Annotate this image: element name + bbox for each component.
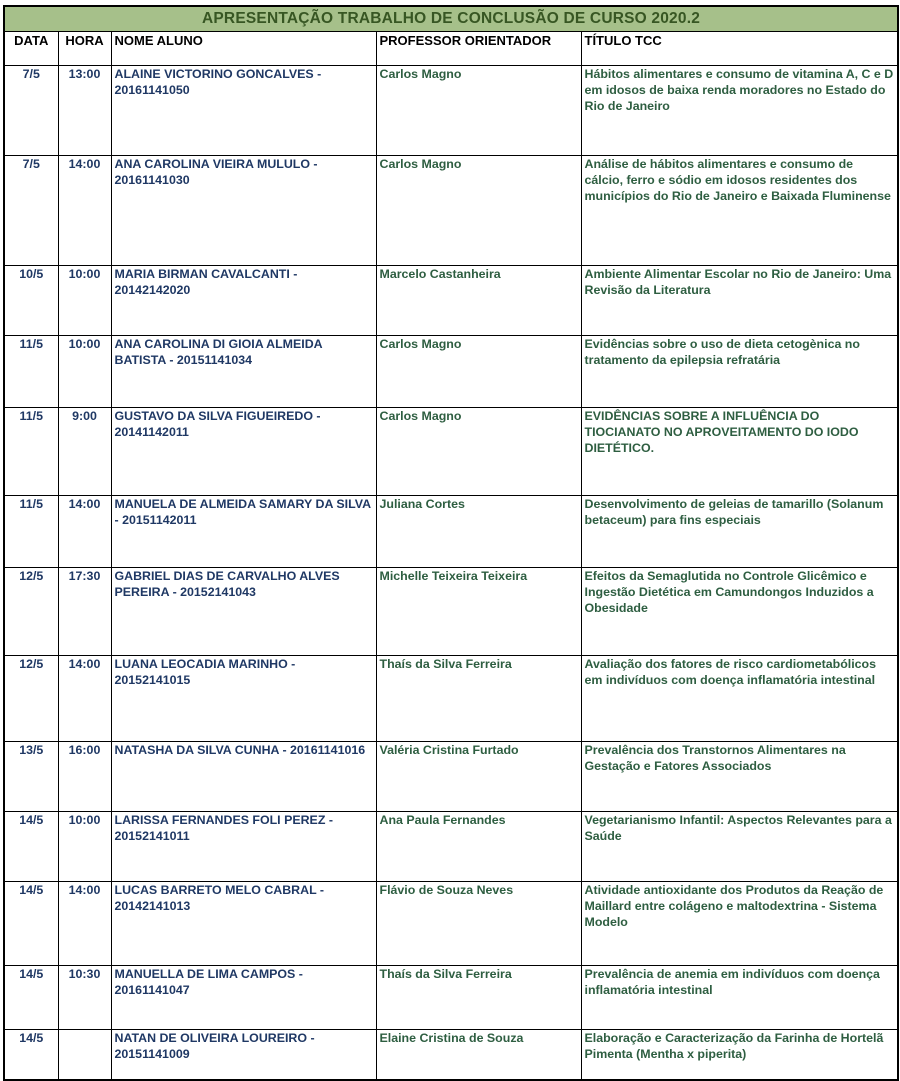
cell-professor-orientador: Thaís da Silva Ferreira — [376, 656, 581, 742]
cell-hora — [58, 1030, 111, 1080]
cell-professor-orientador: Carlos Magno — [376, 408, 581, 496]
cell-professor-orientador: Carlos Magno — [376, 336, 581, 408]
cell-nome-aluno: MANUELA DE ALMEIDA SAMARY DA SILVA - 20151142011 — [111, 496, 376, 568]
cell-data: 7/5 — [4, 66, 58, 156]
cell-nome-aluno: ANA CAROLINA DI GIOIA ALMEIDA BATISTA - 20151141034 — [111, 336, 376, 408]
cell-titulo-tcc: Análise de hábitos alimentares e consumo de cálcio, ferro e sódio em idosos residentes dos municípios do Rio de Janeiro e Baixada Fluminense — [581, 156, 898, 266]
cell-titulo-tcc: Atividade antioxidante dos Produtos da Reação de Maillard entre colágeno e maltodextrina - Sistema Modelo — [581, 882, 898, 966]
table-row — [4, 966, 898, 1030]
cell-data: 14/5 — [4, 1030, 58, 1080]
table-row — [4, 656, 898, 742]
cell-data: 11/5 — [4, 336, 58, 408]
cell-data: 11/5 — [4, 408, 58, 496]
column-header-nome: NOME ALUNO — [111, 32, 376, 66]
column-header-hora: HORA — [58, 32, 111, 66]
table-row — [4, 156, 898, 266]
cell-professor-orientador: Michelle Teixeira Teixeira — [376, 568, 581, 656]
cell-nome-aluno: GABRIEL DIAS DE CARVALHO ALVES PEREIRA - 20152141043 — [111, 568, 376, 656]
cell-titulo-tcc: Elaboração e Caracterização da Farinha de Hortelã Pimenta (Mentha x piperita) — [581, 1030, 898, 1080]
cell-nome-aluno: GUSTAVO DA SILVA FIGUEIREDO - 20141142011 — [111, 408, 376, 496]
table-row — [4, 496, 898, 568]
cell-data: 13/5 — [4, 742, 58, 812]
cell-professor-orientador: Carlos Magno — [376, 66, 581, 156]
table-row — [4, 66, 898, 156]
cell-data: 7/5 — [4, 156, 58, 266]
cell-nome-aluno: MARIA BIRMAN CAVALCANTI - 20142142020 — [111, 266, 376, 336]
cell-hora: 14:00 — [58, 496, 111, 568]
cell-data: 11/5 — [4, 496, 58, 568]
cell-data: 14/5 — [4, 812, 58, 882]
cell-titulo-tcc: Ambiente Alimentar Escolar no Rio de Janeiro: Uma Revisão da Literatura — [581, 266, 898, 336]
cell-nome-aluno: ALAINE VICTORINO GONCALVES - 20161141050 — [111, 66, 376, 156]
cell-hora: 10:30 — [58, 966, 111, 1030]
table-row — [4, 568, 898, 656]
cell-titulo-tcc: Desenvolvimento de geleias de tamarillo (Solanum betaceum) para fins especiais — [581, 496, 898, 568]
cell-nome-aluno: NATAN DE OLIVEIRA LOUREIRO - 20151141009 — [111, 1030, 376, 1080]
cell-hora: 10:00 — [58, 266, 111, 336]
cell-titulo-tcc: Evidências sobre o uso de dieta cetogènica no tratamento da epilepsia refratária — [581, 336, 898, 408]
cell-nome-aluno: MANUELLA DE LIMA CAMPOS - 20161141047 — [111, 966, 376, 1030]
cell-hora: 9:00 — [58, 408, 111, 496]
table-row — [4, 336, 898, 408]
table-row — [4, 882, 898, 966]
table-row — [4, 408, 898, 496]
cell-hora: 14:00 — [58, 656, 111, 742]
document-title: APRESENTAÇÃO TRABALHO DE CONCLUSÃO DE CURSO 2020.2 — [4, 6, 898, 32]
cell-professor-orientador: Valéria Cristina Furtado — [376, 742, 581, 812]
header-row — [4, 32, 898, 66]
cell-hora: 16:00 — [58, 742, 111, 812]
cell-hora: 10:00 — [58, 812, 111, 882]
cell-professor-orientador: Marcelo Castanheira — [376, 266, 581, 336]
cell-titulo-tcc: Prevalência dos Transtornos Alimentares na Gestação e Fatores Associados — [581, 742, 898, 812]
column-header-data: DATA — [4, 32, 58, 66]
cell-nome-aluno: LARISSA FERNANDES FOLI PEREZ - 20152141011 — [111, 812, 376, 882]
table-body — [4, 66, 898, 1080]
column-header-titulo: TÍTULO TCC — [581, 32, 898, 66]
cell-professor-orientador: Thaís da Silva Ferreira — [376, 966, 581, 1030]
cell-nome-aluno: LUANA LEOCADIA MARINHO - 20152141015 — [111, 656, 376, 742]
cell-hora: 14:00 — [58, 156, 111, 266]
cell-nome-aluno: LUCAS BARRETO MELO CABRAL - 20142141013 — [111, 882, 376, 966]
cell-hora: 10:00 — [58, 336, 111, 408]
column-header-professor: PROFESSOR ORIENTADOR — [376, 32, 581, 66]
cell-data: 12/5 — [4, 656, 58, 742]
cell-data: 14/5 — [4, 882, 58, 966]
cell-hora: 17:30 — [58, 568, 111, 656]
schedule-table — [3, 5, 899, 1081]
cell-nome-aluno: ANA CAROLINA VIEIRA MULULO - 20161141030 — [111, 156, 376, 266]
cell-titulo-tcc: Avaliação dos fatores de risco cardiometabólicos em indivíduos com doença inflamatória intestinal — [581, 656, 898, 742]
cell-nome-aluno: NATASHA DA SILVA CUNHA - 20161141016 — [111, 742, 376, 812]
cell-data: 12/5 — [4, 568, 58, 656]
table-row — [4, 742, 898, 812]
cell-professor-orientador: Juliana Cortes — [376, 496, 581, 568]
cell-hora: 14:00 — [58, 882, 111, 966]
cell-titulo-tcc: Hábitos alimentares e consumo de vitamina A, C e D em idosos de baixa renda moradores no Estado do Rio de Janeiro — [581, 66, 898, 156]
cell-professor-orientador: Elaine Cristina de Souza — [376, 1030, 581, 1080]
cell-data: 10/5 — [4, 266, 58, 336]
cell-data: 14/5 — [4, 966, 58, 1030]
cell-titulo-tcc: EVIDÊNCIAS SOBRE A INFLUÊNCIA DO TIOCIANATO NO APROVEITAMENTO DO IODO DIETÉTICO. — [581, 408, 898, 496]
cell-professor-orientador: Flávio de Souza Neves — [376, 882, 581, 966]
cell-hora: 13:00 — [58, 66, 111, 156]
cell-titulo-tcc: Efeitos da Semaglutida no Controle Glicêmico e Ingestão Dietética em Camundongos Induzidos a Obesidade — [581, 568, 898, 656]
cell-titulo-tcc: Prevalência de anemia em indivíduos com doença inflamatória intestinal — [581, 966, 898, 1030]
table-row — [4, 1030, 898, 1080]
cell-professor-orientador: Carlos Magno — [376, 156, 581, 266]
cell-professor-orientador: Ana Paula Fernandes — [376, 812, 581, 882]
table-row — [4, 812, 898, 882]
cell-titulo-tcc: Vegetarianismo Infantil: Aspectos Relevantes para a Saúde — [581, 812, 898, 882]
title-row — [4, 6, 898, 32]
table-row — [4, 266, 898, 336]
